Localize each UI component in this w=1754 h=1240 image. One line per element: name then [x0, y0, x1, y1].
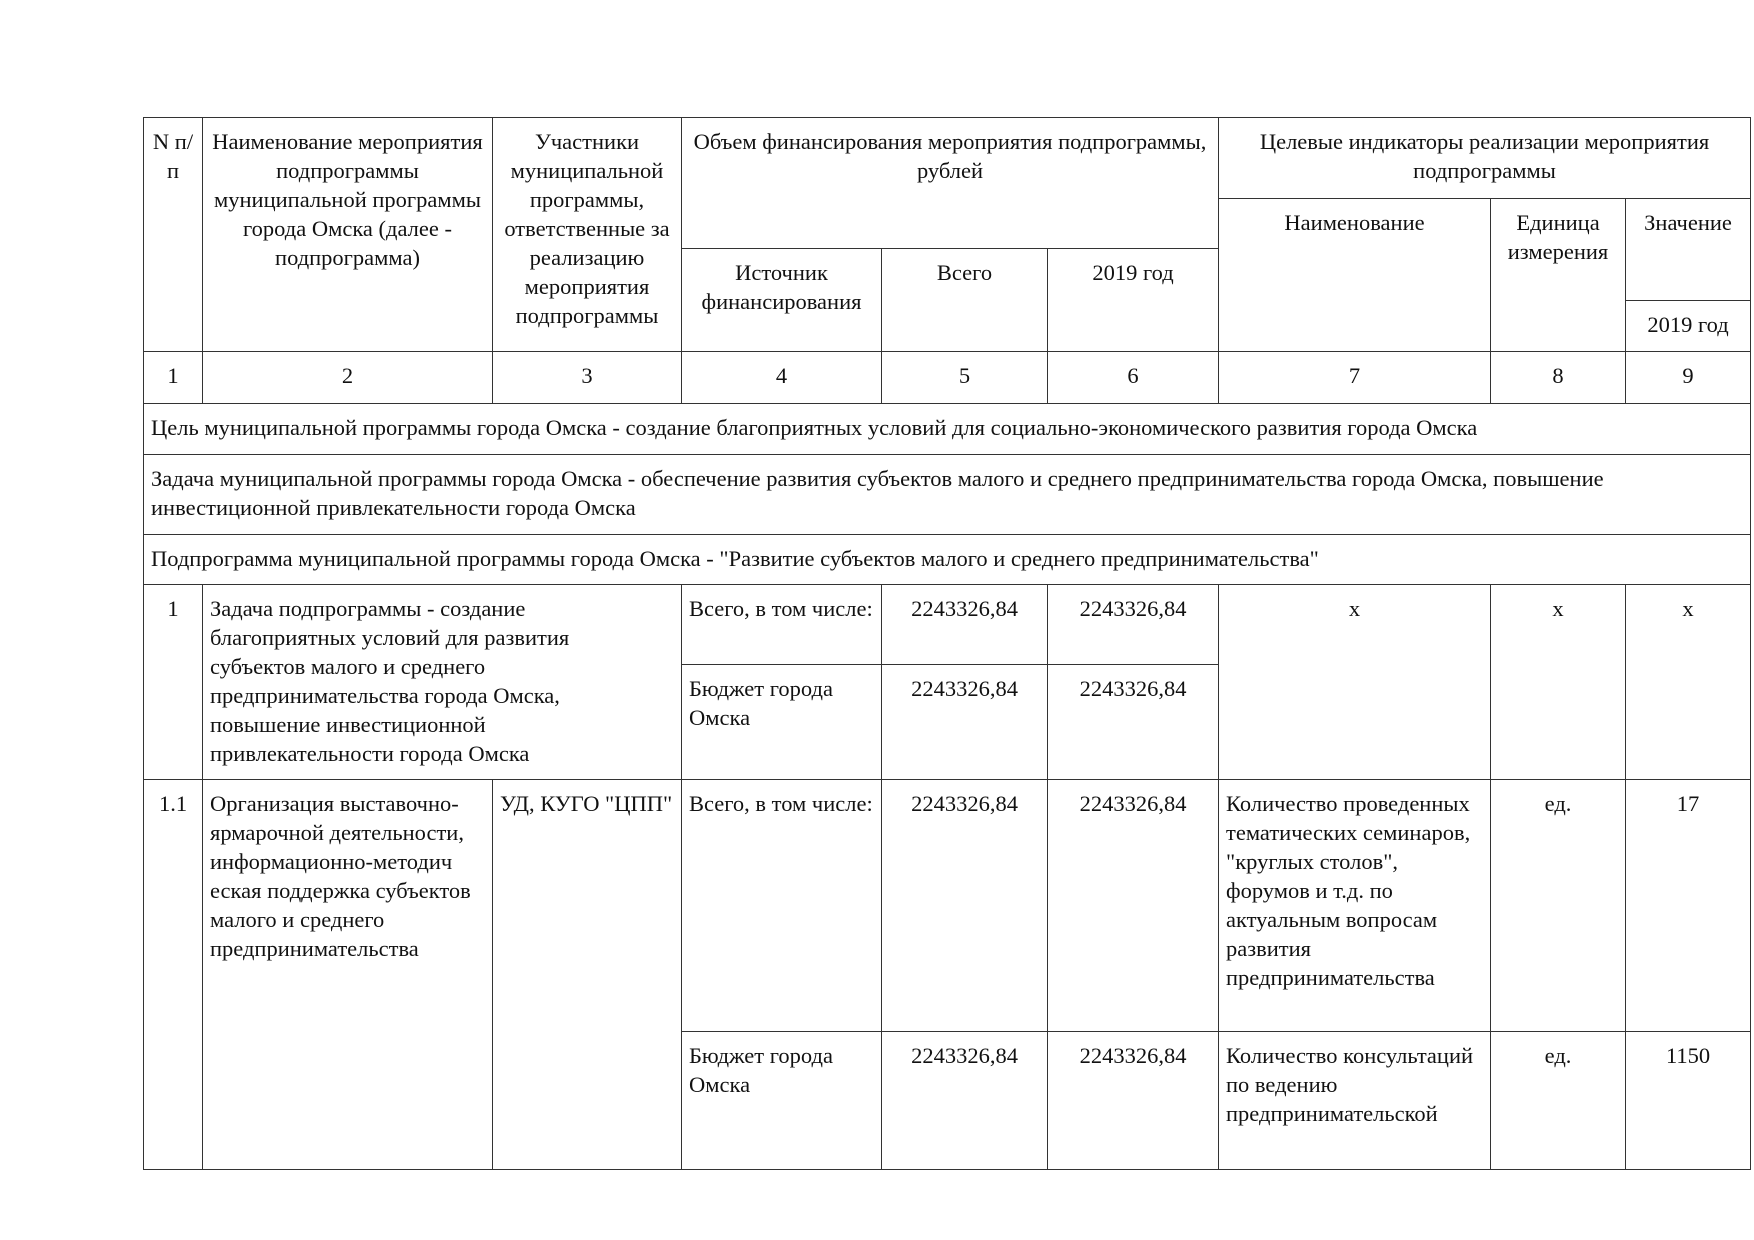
row-source: Всего, в том числе:: [682, 780, 882, 1032]
row-value: х: [1626, 585, 1751, 780]
row-total: 2243326,84: [882, 665, 1048, 780]
row-unit: ед.: [1491, 1032, 1626, 1170]
header-total: Всего: [882, 249, 1048, 352]
row-year: 2243326,84: [1048, 1032, 1219, 1170]
row-name-text: Задача подпрограммы - создание благоприятных условий для развития субъектов малого и среднего предпринимательства города Омска, повышение инвестиционной привлекательности города Омска: [210, 596, 570, 766]
col-number: 3: [493, 352, 682, 404]
row-value: 1150: [1626, 1032, 1751, 1170]
row-number: 1.1: [144, 780, 203, 1170]
row-total: 2243326,84: [882, 585, 1048, 665]
header-n: N п/п: [144, 118, 203, 352]
col-number: 5: [882, 352, 1048, 404]
col-number: 8: [1491, 352, 1626, 404]
row-source: Бюджет города Омска: [682, 1032, 882, 1170]
row-name: Организация выставочно-ярмарочной деятельности, информационно-методич еская поддержка субъектов малого и среднего предпринимательства: [203, 780, 493, 1170]
row-total: 2243326,84: [882, 780, 1048, 1032]
column-numbers-row: [144, 352, 1751, 404]
row-year: 2243326,84: [1048, 780, 1219, 1032]
row-value: 17: [1626, 780, 1751, 1032]
header-value-year: 2019 год: [1626, 301, 1751, 352]
header-indicators: Целевые индикаторы реализации мероприятия подпрограммы: [1219, 118, 1751, 199]
col-number: 1: [144, 352, 203, 404]
row-ind-name: Количество проведенных тематических семинаров, "круглых столов", форумов и т.д. по актуальным вопросам развития предпринимательства: [1219, 780, 1491, 1032]
row-number: 1: [144, 585, 203, 780]
row-year: 2243326,84: [1048, 585, 1219, 665]
row-ind-name: х: [1219, 585, 1491, 780]
col-number: 7: [1219, 352, 1491, 404]
goal-row: Цель муниципальной программы города Омска - создание благоприятных условий для социально-экономического развития города Омска: [144, 404, 1751, 455]
table-row: [144, 780, 1751, 1032]
row-ind-name: Количество консультаций по ведению предпринимательской: [1219, 1032, 1491, 1170]
header-ind-name: Наименование: [1219, 199, 1491, 352]
col-number: 6: [1048, 352, 1219, 404]
row-unit: х: [1491, 585, 1626, 780]
row-participants: УД, КУГО "ЦПП": [493, 780, 682, 1170]
col-number: 2: [203, 352, 493, 404]
header-unit: Единица измерения: [1491, 199, 1626, 352]
col-number: 4: [682, 352, 882, 404]
task-row: Задача муниципальной программы города Омска - обеспечение развития субъектов малого и среднего предпринимательства города Омска, повышение инвестиционной привлекательности города Омска: [144, 455, 1751, 535]
row-source: Всего, в том числе:: [682, 585, 882, 665]
header-participants: Участники муниципальной программы, ответственные за реализацию мероприятия подпрограммы: [493, 118, 682, 352]
row-total: 2243326,84: [882, 1032, 1048, 1170]
row-year: 2243326,84: [1048, 665, 1219, 780]
subprogram-row: Подпрограмма муниципальной программы города Омска - "Развитие субъектов малого и среднего предпринимательства": [144, 535, 1751, 585]
row-unit: ед.: [1491, 780, 1626, 1032]
row-source: Бюджет города Омска: [682, 665, 882, 780]
header-source: Источник финансирования: [682, 249, 882, 352]
row-name: [203, 585, 682, 780]
table-row: [144, 585, 1751, 665]
header-value: Значение: [1626, 199, 1751, 301]
header-name: Наименование мероприятия подпрограммы муниципальной программы города Омска (далее - подпрограмма): [203, 118, 493, 352]
header-funding: Объем финансирования мероприятия подпрограммы, рублей: [682, 118, 1219, 249]
subprogram-table: [143, 117, 1751, 1170]
header-year: 2019 год: [1048, 249, 1219, 352]
col-number: 9: [1626, 352, 1751, 404]
